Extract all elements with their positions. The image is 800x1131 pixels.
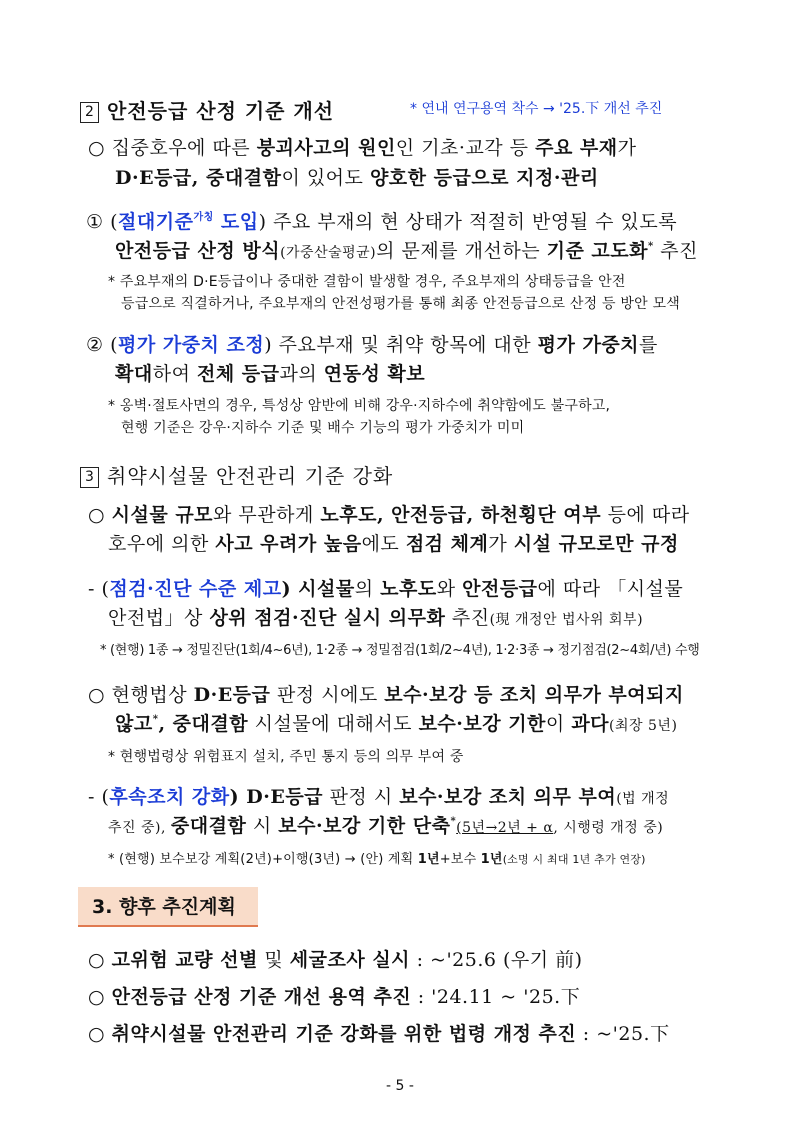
dash-item: - (점검·진단 수준 제고) 시설물의 노후도와 안전등급에 따라 「시설물 bbox=[88, 578, 684, 600]
numbered-item: ① (절대기준$^{가칭}$ 도입) 주요 부재의 현 상태가 적절히 반영될 수 있도록 bbox=[86, 211, 678, 233]
numbered-item: ② (평가 가중치 조정) 주요부재 및 취약 항목에 대한 평가 가중치를 bbox=[86, 334, 658, 356]
dash: - bbox=[88, 786, 95, 808]
paragraph-line: ○ 현행법상 D·E등급 판정 시에도 보수·보강 등 조치 의무가 부여되지 bbox=[88, 684, 684, 706]
bullet: ○ bbox=[88, 137, 106, 159]
section-title: 안전등급 산정 기준 개선 bbox=[107, 99, 335, 123]
footnote: * (현행) 보수보강 계획(2년)+이행(3년) → (안) 계획 1년+보수 1년(소명 시 최대 1년 추가 연장) bbox=[108, 852, 646, 867]
dash: - bbox=[88, 578, 95, 600]
dash-item: - (후속조치 강화) D·E등급 판정 시 보수·보강 조치 의무 부여(법 개정 bbox=[88, 786, 670, 808]
footnote: * (현행) 1종 → 정밀진단(1회/4~6년), 1·2종 → 정밀점검(1회/2~4년), 1·2·3종 → 정기점검(2~4회/년) 수행 bbox=[100, 643, 700, 658]
item-number: ① bbox=[86, 211, 104, 233]
paragraph-line: 호우에 의한 사고 우려가 높음에도 점검 체계가 시설 규모로만 규정 bbox=[108, 533, 679, 555]
plan-item: ○ 고위험 교량 선별 및 세굴조사 실시 : ~'25.6 (우기 前) bbox=[88, 949, 583, 971]
plan-item: ○ 안전등급 산정 기준 개선 용역 추진 : '24.11 ~ '25.下 bbox=[88, 986, 581, 1008]
footnote: * 옹벽·절토사면의 경우, 특성상 암반에 비해 강우·지하수에 취약함에도 불구하고, bbox=[108, 398, 611, 414]
paragraph-line: ○ 시설물 규모와 무관하게 노후도, 안전등급, 하천횡단 여부 등에 따라 bbox=[88, 504, 690, 526]
bullet: ○ bbox=[88, 684, 106, 706]
section-number-box: 3 bbox=[80, 467, 99, 488]
dash-item-line: 추진 중), 중대결함 시 보수·보강 기한 단축*(5년→2년 + α, 시행령 개정 중) bbox=[108, 815, 664, 837]
paragraph-line: D·E등급, 중대결함이 있어도 양호한 등급으로 지정·관리 bbox=[115, 167, 599, 189]
footnote: * 현행법령상 위험표지 설치, 주민 통지 등의 의무 부여 중 bbox=[108, 749, 464, 765]
numbered-item-line: 확대하여 전체 등급과의 연동성 확보 bbox=[115, 363, 426, 385]
page-number: - 5 - bbox=[386, 1078, 414, 1094]
numbered-item-line: 안전등급 산정 방식(가중산술평균)의 문제를 개선하는 기준 고도화* 추진 bbox=[115, 240, 698, 262]
section-3-heading bbox=[80, 460, 393, 489]
schedule-tag: * 연내 연구용역 착수 → '25.下 개선 추진 bbox=[410, 101, 663, 117]
paragraph-line: 않고*, 중대결함 시설물에 대해서도 보수·보강 기한이 과다(최장 5년) bbox=[115, 713, 678, 735]
dash-item-line: 안전법」상 상위 점검·진단 실시 의무화 추진(現 개정안 법사위 회부) bbox=[108, 607, 644, 629]
paragraph-line: ○ 집중호우에 따른 붕괴사고의 원인인 기초·교각 등 주요 부재가 bbox=[88, 137, 637, 159]
section-title: 취약시설물 안전관리 기준 강화 bbox=[107, 464, 394, 488]
item-number: ② bbox=[86, 334, 104, 356]
section-number-box: 2 bbox=[80, 102, 99, 123]
footnote: * 주요부재의 D·E등급이나 중대한 결함이 발생할 경우, 주요부재의 상태등급을 안전 bbox=[108, 274, 626, 290]
bullet: ○ bbox=[88, 504, 106, 526]
footnote: 현행 기준은 강우·지하수 기준 및 배수 기능의 평가 가중치가 미미 bbox=[121, 420, 525, 436]
footnote: 등급으로 직결하거나, 주요부재의 안전성평가를 통해 최종 안전등급으로 산정 등 방안 모색 bbox=[121, 296, 680, 312]
plan-item: ○ 취약시설물 안전관리 기준 강화를 위한 법령 개정 추진 : ~'25.下 bbox=[88, 1023, 670, 1045]
section-2-heading bbox=[80, 95, 334, 124]
future-plan-heading: 3. 향후 추진계획 bbox=[78, 887, 258, 927]
